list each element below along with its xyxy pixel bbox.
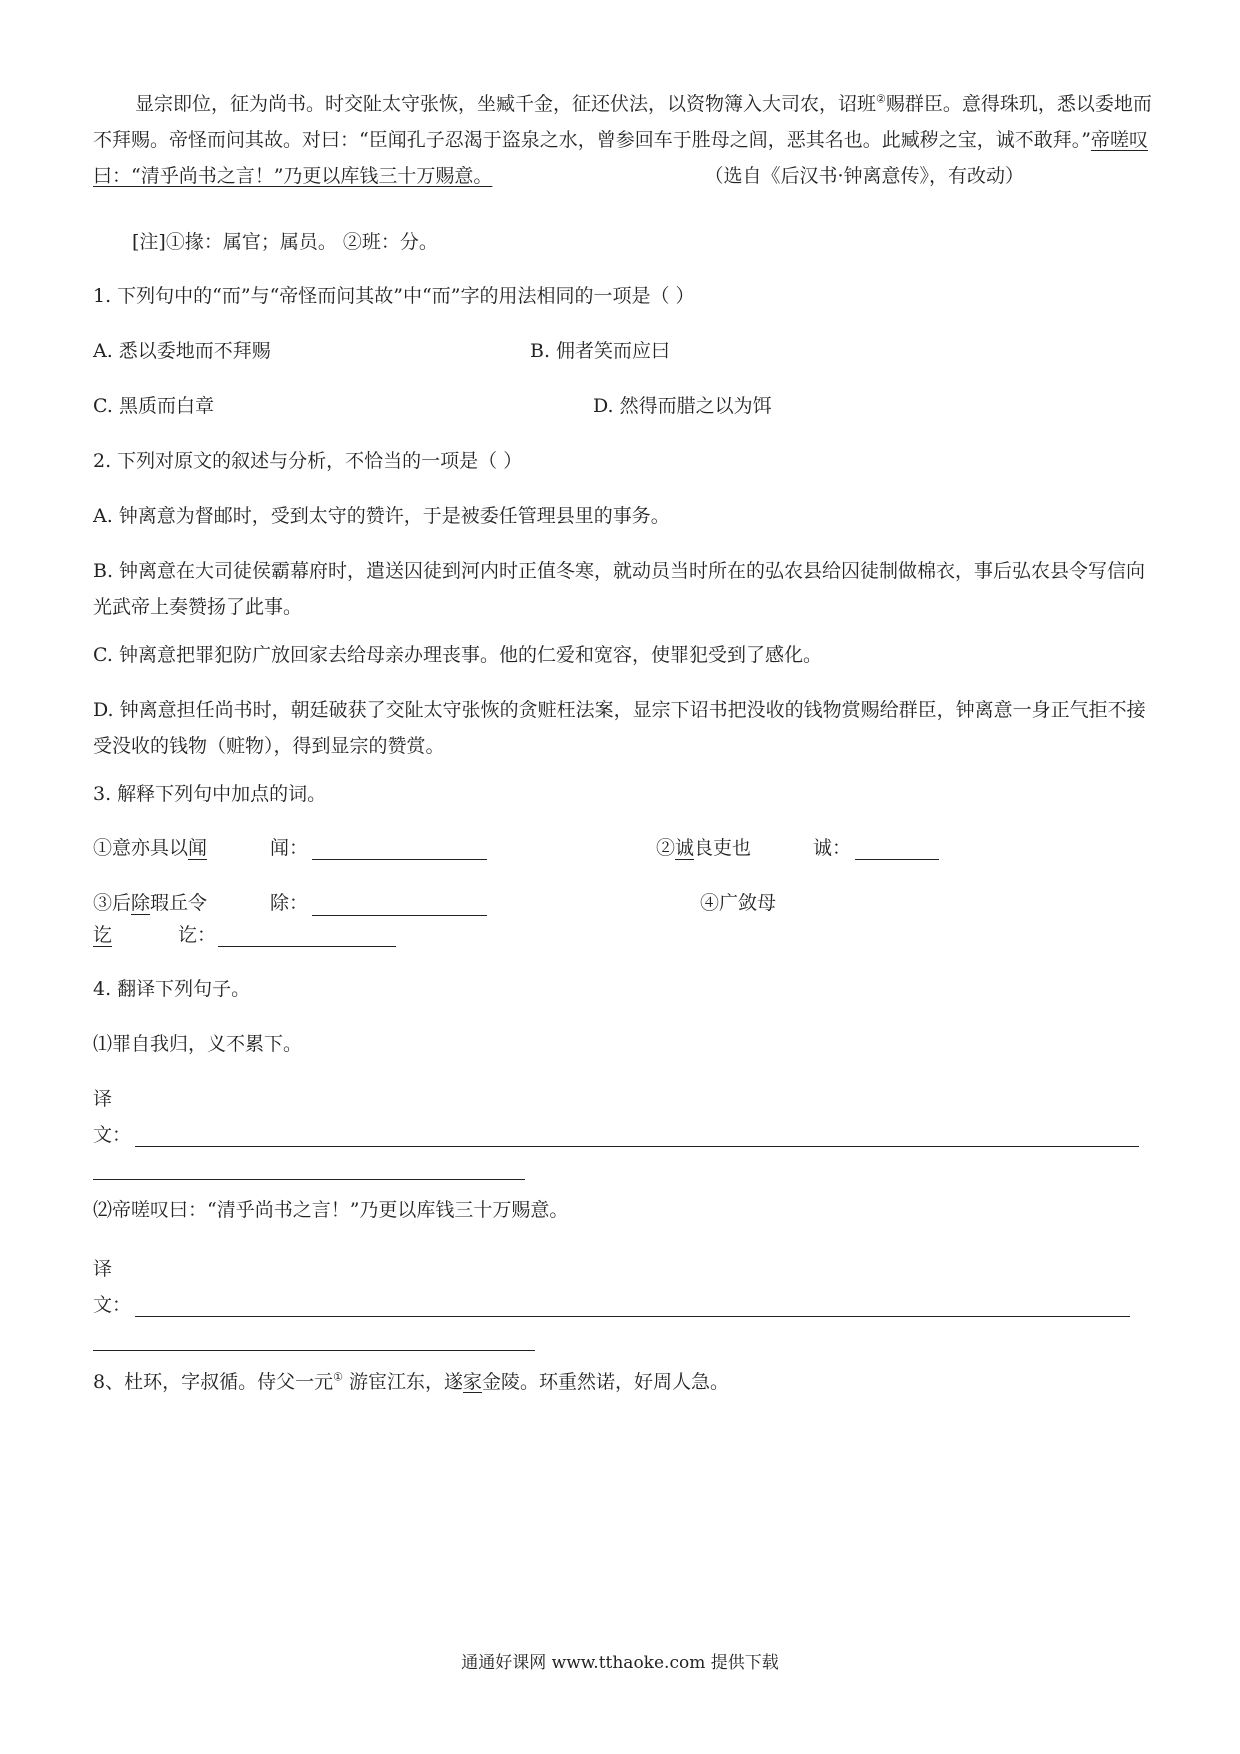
q3-item-4: ④广敛母 [700, 892, 777, 914]
passage-paragraph: 显宗即位，征为尚书。时交阯太守张恢，坐臧千金，征还伏法，以资物簿入大司农，诏班②赐群臣。意得珠玑，悉以委地而不拜赐。帝怪而问其故。对曰：“臣闻孔子忍渴于盗泉之水，曾参回车于胜母之闾，恶其名也。此臧秽之宝，诚不敢拜。”帝嗟叹曰：“清乎尚书之言！”乃更以库钱三十万赐意。 （选自《后汉书·钟离意传》，有改动） [93, 86, 1153, 194]
page-footer: 通通好课网 www.tthaoke.com 提供下载 [461, 1653, 779, 1673]
q3-item-3-label: 除： [270, 892, 309, 914]
marked-word: 闻 [188, 837, 208, 859]
question-8-passage: 8、杜环，字叔循。侍父一元① 游宦江东，遂家金陵。环重然诺，好周人急。 [93, 1370, 730, 1393]
q3-item-2: ②诚良吏也 [656, 837, 752, 859]
q3-item-4-label: 讫： [178, 924, 217, 946]
q2-option-c: C. 钟离意把罪犯防广放回家去给母亲办理丧事。他的仁爱和宽容，使罪犯受到了感化。 [93, 644, 822, 666]
underlined-sentence: 帝嗟叹曰：“清乎尚书之言！”乃更以库钱三十万赐意。 [93, 129, 1148, 187]
q1-option-c: C. 黑质而白章 [93, 395, 214, 417]
q4-answer-line-4[interactable] [93, 1350, 535, 1351]
q3-item-4-word [93, 917, 112, 953]
q3-item-3-blank[interactable] [312, 915, 487, 916]
q3-item-2-blank[interactable] [855, 859, 939, 860]
question-3-stem: 3. 解释下列句中加点的词。 [93, 783, 327, 805]
q1-option-a: A. 悉以委地而不拜赐 [93, 340, 271, 362]
q3-item-1-blank[interactable] [312, 859, 487, 860]
q2-option-b: B. 钟离意在大司徒侯霸幕府时，遣送囚徒到河内时正值冬寒，就动员当时所在的弘农县给囚徒制做棉衣，事后弘农县令写信向光武帝上奏赞扬了此事。 [93, 560, 1146, 618]
marked-word: 讫 [93, 924, 113, 946]
source-citation: （选自《后汉书·钟离意传》，有改动） [704, 165, 1024, 187]
question-1-stem: 1. 下列句中的“而”与“帝怪而问其故”中“而”字的用法相同的一项是（ ） [93, 285, 695, 307]
q4-answer-line-1[interactable] [135, 1146, 1139, 1147]
q2-option-a: A. 钟离意为督邮时，受到太守的赞许，于是被委任管理县里的事务。 [93, 505, 670, 527]
translation-label: 文： [93, 1294, 132, 1316]
translation-label-top: 译 [93, 1088, 113, 1110]
q4-sentence-2: ⑵帝嗟叹曰：“清乎尚书之言！”乃更以库钱三十万赐意。 [93, 1199, 569, 1221]
question-4-stem: 4. 翻译下列句子。 [93, 978, 251, 1000]
q3-item-1: ①意亦具以闻 [93, 837, 208, 859]
q4-sentence-1: ⑴罪自我归，义不累下。 [93, 1033, 303, 1055]
q1-option-b: B. 佣者笑而应曰 [530, 340, 671, 362]
note-marker: ① [333, 1370, 343, 1384]
q3-item-1-label: 闻： [270, 837, 309, 859]
translation-label: 文： [93, 1124, 132, 1146]
q3-item-4-blank[interactable] [218, 946, 396, 947]
note-marker: ② [876, 92, 886, 106]
q4-answer-line-2[interactable] [93, 1179, 525, 1180]
q4-answer-line-3[interactable] [135, 1316, 1130, 1317]
q3-item-2-label: 诚： [813, 837, 852, 859]
q1-option-d: D. 然得而腊之以为饵 [593, 395, 772, 417]
marked-word: 家 [463, 1371, 483, 1393]
marked-word: 除 [131, 892, 151, 914]
annotation-notes: [注]①掾：属官；属员。 ②班：分。 [132, 231, 438, 253]
translation-label-top: 译 [93, 1258, 113, 1280]
marked-word: 诚 [675, 837, 695, 859]
question-2-stem: 2. 下列对原文的叙述与分析，不恰当的一项是（ ） [93, 450, 523, 472]
q3-item-3: ③后除瑕丘令 [93, 892, 208, 914]
q2-option-d: D. 钟离意担任尚书时，朝廷破获了交阯太守张恢的贪赃枉法案，显宗下诏书把没收的钱物赏赐给群臣，钟离意一身正气拒不接受没收的钱物（赃物），得到显宗的赞赏。 [93, 699, 1146, 757]
